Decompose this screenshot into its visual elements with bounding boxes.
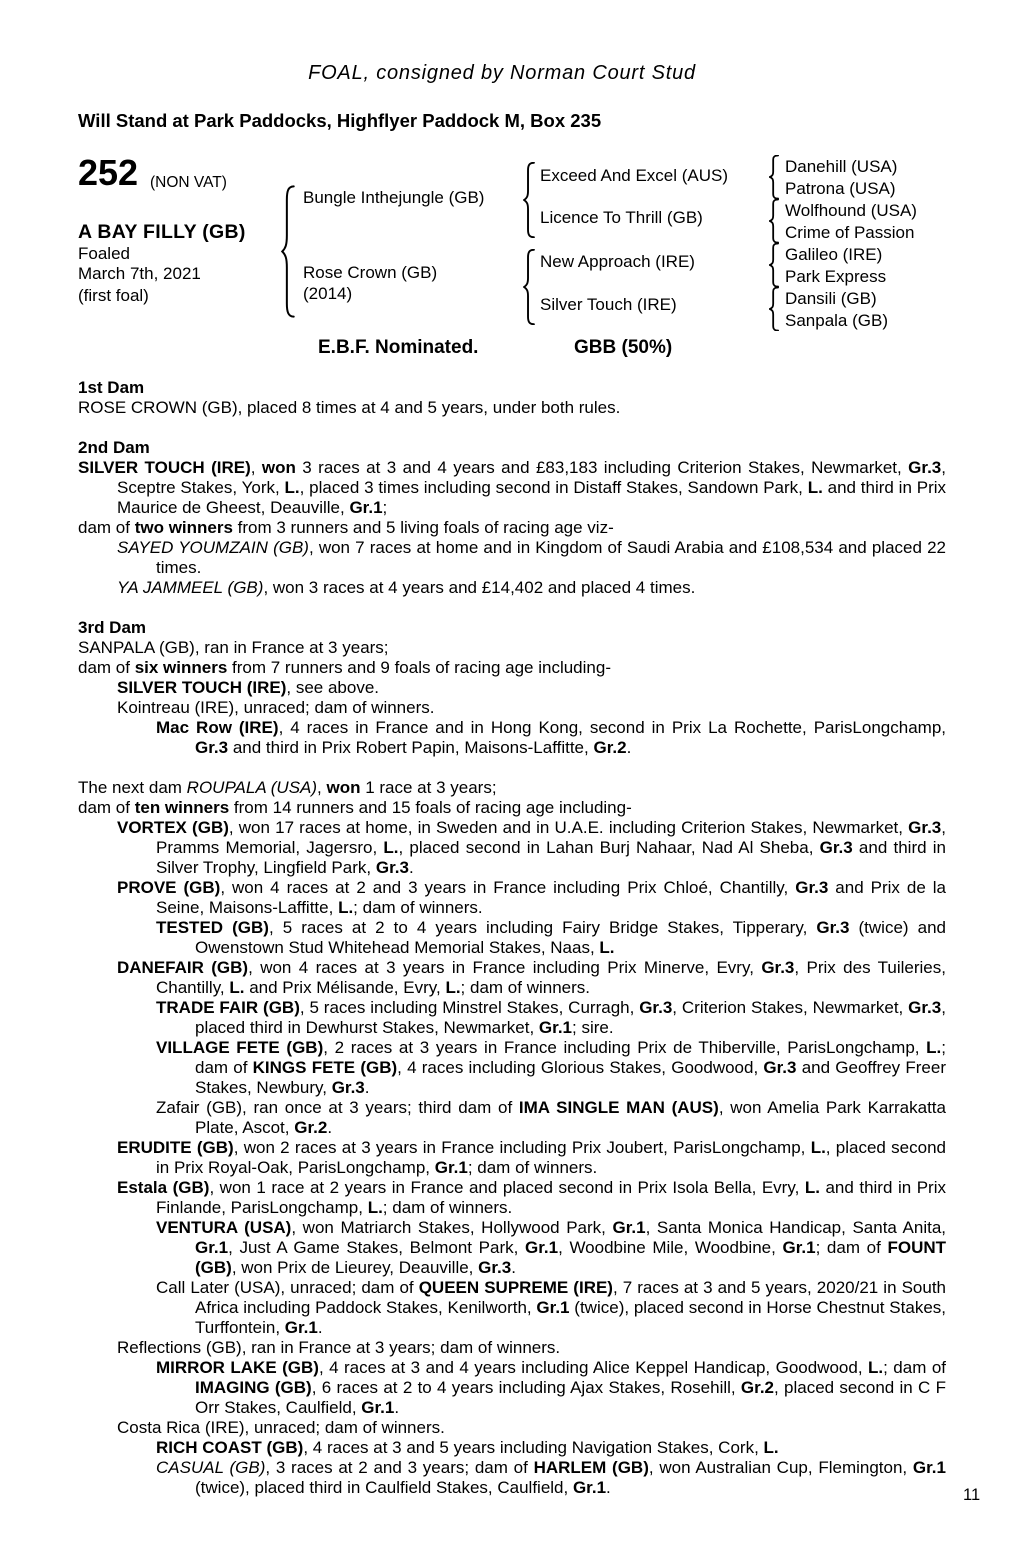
pedigree-dam: Rose Crown (GB) [303,263,438,282]
pedigree-brace-icon [769,199,779,243]
pedigree-paragraph: Call Later (USA), unraced; dam of QUEEN SUPREME (IRE), 7 races at 3 and 5 years, 2020/21 in South Africa including Paddock Stakes, Kenilworth, Gr.1 (twice), placed second in Horse Chestnut Stakes, Turffontein, Gr.1. [156,1278,947,1337]
dam-section [78,378,946,418]
pedigree-paragraph: Kointreau (IRE), unraced; dam of winners. [117,698,435,717]
pedigree-paragraph: TESTED (GB), 5 races at 2 to 4 years including Fairy Bridge Stakes, Tipperary, Gr.3 (twice) and Owenstown Stud Whitehead Memorial Stakes, Naas, L. [156,918,946,957]
pedigree-paragraph: RICH COAST (GB), 4 races at 3 and 5 years including Navigation Stakes, Cork, L. [156,1438,779,1457]
pedigree-paragraph: Reflections (GB), ran in France at 3 years; dam of winners. [117,1338,561,1357]
pedigree-ancestor: Sanpala (GB) [785,311,888,330]
dam-section-heading: 3rd Dam [78,618,147,637]
pedigree-paragraph: MIRROR LAKE (GB), 4 races at 3 and 4 years including Alice Keppel Handicap, Goodwood, L.; dam of IMAGING (GB), 6 races at 2 to 4 years including Ajax Stakes, Rosehill, Gr.2, placed second in C F Orr Stakes, Caulfield, Gr.1. [156,1358,946,1417]
pedigree-brace-icon [523,249,535,325]
pedigree-paragraph: dam of two winners from 3 runners and 5 living foals of racing age viz- [78,518,614,537]
pedigree-paragraph: SANPALA (GB), ran in France at 3 years; [78,638,389,657]
pedigree-paragraph: SAYED YOUMZAIN (GB), won 7 races at home and in Kingdom of Saudi Arabia and £108,534 and placed 22 times. [117,538,946,577]
pedigree-paragraph: PROVE (GB), won 4 races at 2 and 3 years in France including Prix Chloé, Chantilly, Gr.3 and Prix de la Seine, Maisons-Laffitte, L.; dam of winners. [117,878,947,917]
pedigree-ancestor: Wolfhound (USA) [785,201,917,220]
pedigree-ancestor: Park Express [785,267,887,286]
lot-vat-status: (NON VAT) [150,174,227,191]
pedigree-paragraph: ROSE CROWN (GB), placed 8 times at 4 and 5 years, under both rules. [78,398,621,417]
pedigree-paragraph: Estala (GB), won 1 race at 2 years in France and placed second in Prix Isola Bella, Evry, L. and third in Prix Finlande, ParisLongchamp, L.; dam of winners. [117,1178,946,1217]
lot-horse-name: A BAY FILLY (GB) [78,221,246,243]
dam-section-heading: 2nd Dam [78,438,150,457]
page-number: 11 [963,1486,981,1504]
pedigree-paragraph: Zafair (GB), ran once at 3 years; third dam of IMA SINGLE MAN (AUS), won Amelia Park Karrakatta Plate, Ascot, Gr.2. [156,1098,946,1137]
ebf-nomination: E.B.F. Nominated. [318,337,479,358]
gbb-nomination: GBB (50%) [574,337,673,358]
pedigree-paragraph: The next dam ROUPALA (USA), won 1 race at 3 years; [78,778,497,797]
pedigree-paragraph: Mac Row (IRE), 4 races in France and in Hong Kong, second in Prix La Rochette, ParisLongchamp, Gr.3 and third in Prix Robert Papin, Maisons-Laffitte, Gr.2. [156,718,946,757]
pedigree-ancestor: Dansili (GB) [785,289,877,308]
foaled-date: March 7th, 2021 [78,264,201,283]
pedigree-ancestor: Danehill (USA) [785,157,898,176]
pedigree-brace-icon [769,287,779,331]
catalogue-text [78,378,946,1498]
pedigree-paragraph: VILLAGE FETE (GB), 2 races at 3 years in France including Prix de Thiberville, ParisLongchamp, L.; dam of KINGS FETE (GB), 4 races including Glorious Stakes, Goodwood, Gr.3 and Geoffrey Freer Stakes, Newbury, Gr.3. [156,1038,947,1097]
first-foal-note: (first foal) [78,286,149,305]
pedigree-paragraph: ERUDITE (GB), won 2 races at 3 years in France including Prix Joubert, ParisLongchamp, L., placed second in Prix Royal-Oak, ParisLongchamp, Gr.1; dam of winners. [117,1138,946,1177]
pedigree-paragraph: VENTURA (USA), won Matriarch Stakes, Hollywood Park, Gr.1, Santa Monica Handicap, Santa Anita, Gr.1, Just A Game Stakes, Belmont Park, Gr.1, Woodbine Mile, Woodbine, Gr.1; dam of FOUNT (GB), won Prix de Lieurey, Deauville, Gr.3. [156,1218,947,1277]
dam-section-heading: 1st Dam [78,378,145,397]
pedigree-paragraph: SILVER TOUCH (IRE), see above. [117,678,380,697]
pedigree-paragraph: dam of six winners from 7 runners and 9 foals of racing age including- [78,658,611,677]
pedigree-paragraph: CASUAL (GB), 3 races at 2 and 3 years; dam of HARLEM (GB), won Australian Cup, Flemington, Gr.1 (twice), placed third in Caulfield Stakes, Caulfield, Gr.1. [156,1458,946,1497]
pedigree-dam-sire: New Approach (IRE) [540,252,695,271]
dam-section [78,778,946,1498]
pedigree-brace-icon [769,243,779,287]
pedigree-paragraph: dam of ten winners from 14 runners and 15 foals of racing age including- [78,798,632,817]
lot-number: 252 [78,152,139,193]
dam-section [78,438,946,598]
pedigree-paragraph: TRADE FAIR (GB), 5 races including Minstrel Stakes, Curragh, Gr.3, Criterion Stakes, Newmarket, Gr.3, placed third in Dewhurst Stakes, Newmarket, Gr.1; sire. [156,998,946,1037]
pedigree-paragraph: VORTEX (GB), won 17 races at home, in Sweden and in U.A.E. including Criterion Stakes, Newmarket, Gr.3, Pramms Memorial, Jagersro, L., placed second in Lahan Burj Nahaar, Nad Al Sheba, Gr.3 and third in Silver Trophy, Lingfield Park, Gr.3. [117,818,946,877]
pedigree-brace-icon [281,185,295,318]
pedigree-paragraph: Costa Rica (IRE), unraced; dam of winners. [117,1418,445,1437]
pedigree-paragraph: YA JAMMEEL (GB), won 3 races at 4 years and £14,402 and placed 4 times. [117,578,696,597]
dam-section [78,618,946,758]
pedigree-ancestor: Patrona (USA) [785,179,896,198]
pedigree-ancestor: Crime of Passion [785,223,915,242]
pedigree-sire-sire: Exceed And Excel (AUS) [540,166,729,185]
pedigree-dam-year: (2014) [303,284,353,303]
pedigree-sire-dam: Licence To Thrill (GB) [540,208,703,227]
foaled-label: Foaled [78,244,130,263]
pedigree-paragraph: SILVER TOUCH (IRE), won 3 races at 3 and 4 years and £83,183 including Criterion Stakes, Newmarket, Gr.3, Sceptre Stakes, York, L., placed 3 times including second in Distaff Stakes, Sandown Park, L. and third in Prix Maurice de Gheest, Deauville, Gr.1; [78,458,947,517]
pedigree-dam-dam: Silver Touch (IRE) [540,295,677,314]
pedigree-ancestor: Galileo (IRE) [785,245,883,264]
pedigree-sire: Bungle Inthejungle (GB) [303,188,485,207]
consignor-line: FOAL, consigned by Norman Court Stud [308,62,696,84]
pedigree-brace-icon [523,162,535,238]
stand-location-line: Will Stand at Park Paddocks, Highflyer Paddock M, Box 235 [78,110,602,131]
pedigree-brace-icon [769,155,779,199]
pedigree-paragraph: DANEFAIR (GB), won 4 races at 3 years in France including Prix Minerve, Evry, Gr.3, Prix des Tuileries, Chantilly, L. and Prix Mélisande, Evry, L.; dam of winners. [117,958,946,997]
